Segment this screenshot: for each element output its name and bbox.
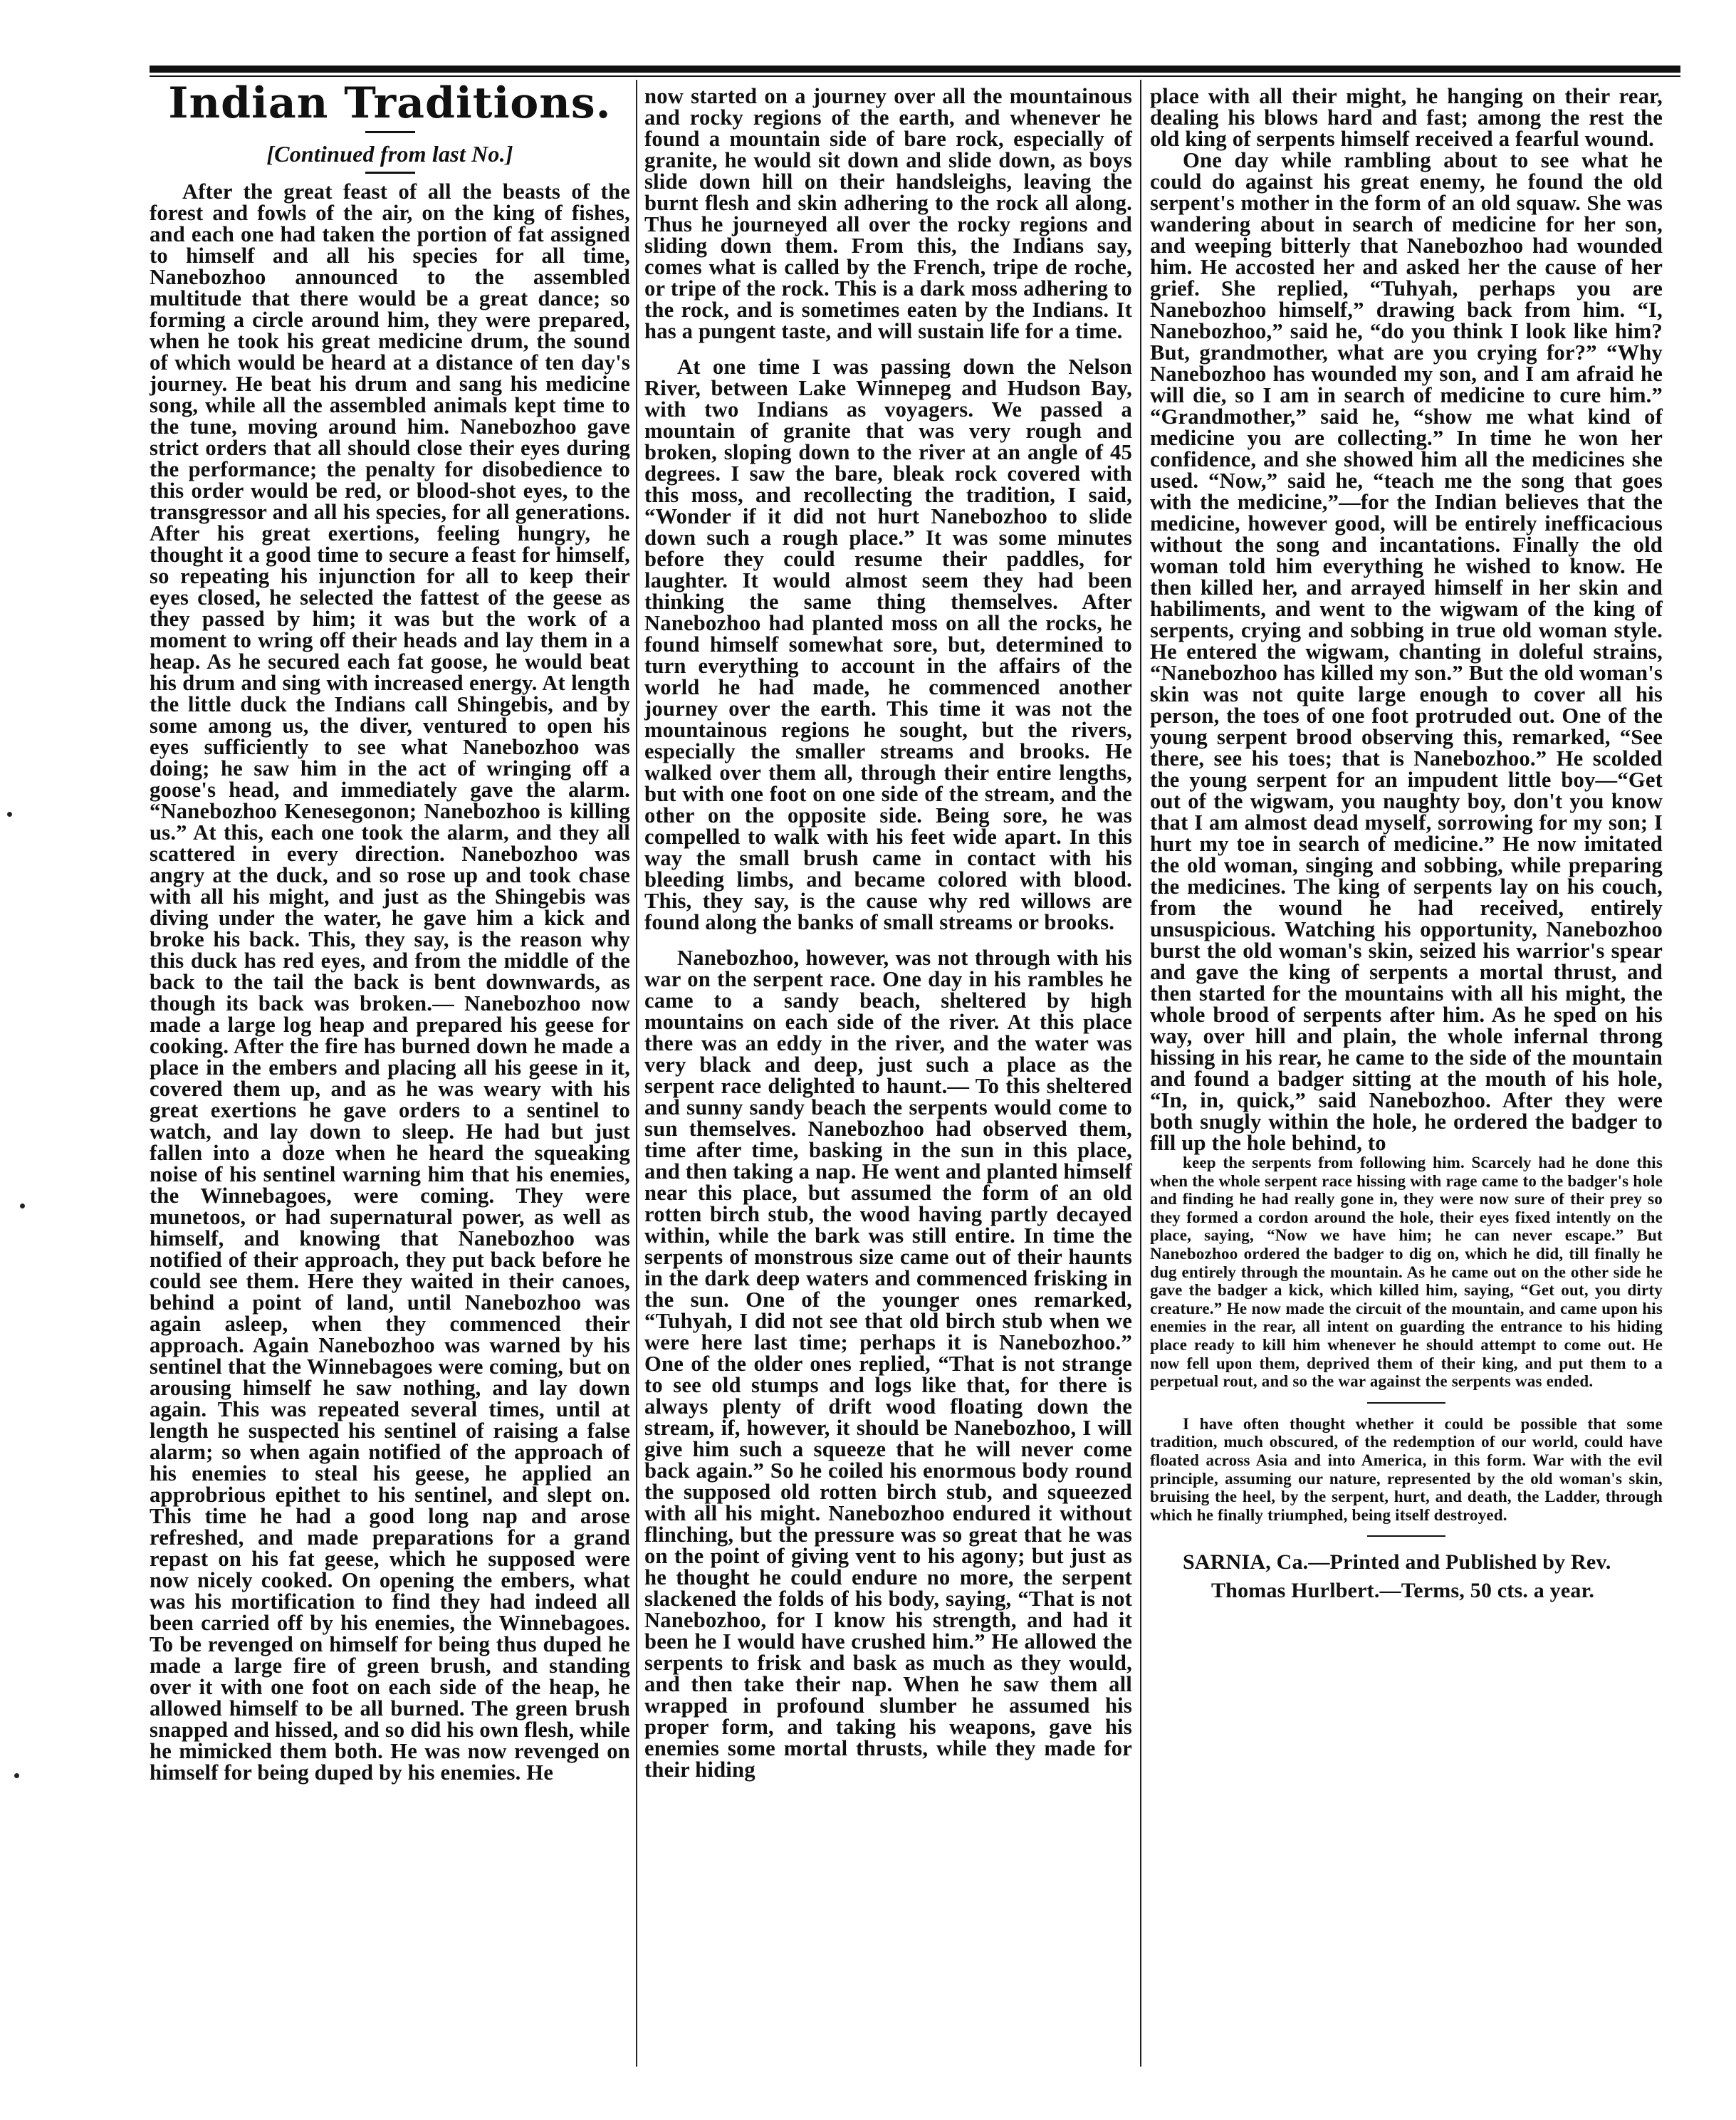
column-2 bbox=[644, 85, 1132, 1780]
column-rule-1 bbox=[636, 80, 637, 2067]
column-1 bbox=[150, 78, 630, 1785]
paragraph: After the great feast of all the beasts of the forest and fowls of the air, on the king of fishes, and each one had taken the portion of fat assigned to himself and all his species for all time, Nanebozhoo announced to the assembled multitude that there would be a great dance; so forming a circle around him, they were prepared, when he took his great medicine drum, the sound of which would be heard at a distance of ten day's journey. He beat his drum and sang his medicine song, while all the assembled animals kept time to the tune, moving around him. Nanebozhoo gave strict orders that all should close their eyes during the performance; the penalty for disobedience to this order would be red, or blood-shot eyes, to the transgressor and all his species, for all generations. After his great exertions, feeling hungry, he thought it a good time to secure a feast for himself, so repeating his injunction for all to keep their eyes closed, he selected the fattest of the geese as they passed by him; it was but the work of a moment to wring off their heads and lay them in a heap. As he secured each fat goose, he would beat his drum and sing with increased energy. At length the little duck the Indians call Shingebis, and by some among us, the diver, ventured to open his eyes sufficiently to see what Nanebozhoo was doing; he saw him in the act of wringing off a goose's head, and immediately gave the alarm. “Nanebozhoo Kenesegonon; Nanebozhoo is killing us.” At this, each one took the alarm, and they all scattered in every direction. Nanebozhoo was angry at the duck, and so rose up and took chase with all his might, and just as the Shingebis was diving under the water, he gave him a kick and broke his back. This, they say, is the reason why this duck has red eyes, and from the middle of the back to the tail the back is bent downwards, as though its back was broken.— Nanebozhoo now made a large log heap and prepared his geese for cooking. After the fire has burned down he made a place in the embers and placing all his geese in it, covered them up, and as he was weary with his great exertions he gave orders to a sentinel to watch, and lay down to sleep. He had but just fallen into a doze when he heard the squeaking noise of his sentinel warning him that his enemies, the Winnebagoes, were coming. They were munetoos, or had supernatural power, as well as himself, and knowing that Nanebozhoo was notified of their approach, they put back before he could see them. Here they waited in their canoes, behind a point of land, until Nanebozhoo was again asleep, when they commenced their approach. Again Nanebozhoo was warned by his sentinel that the Winnebagoes were coming, but on arousing himself he saw nothing, and lay down again. This was repeated several times, until at length he suspected his sentinel of raising a false alarm; so when again notified of the approach of his enemies to steal his geese, he applied an approbrious epithet to his sentinel, and slept on. This time he had a good long nap and arose refreshed, and made preparations for a grand repast on his fat geese, which he supposed were now nicely cooked. On opening the embers, what was his mortification to find they had indeed all been carried off by his enemies, the Winnebagoes. To be revenged on himself for being thus duped he made a large fire of green brush, and standing over it with one foot on each side of the heap, he allowed himself to be all burned. The green brush snapped and hissed, and so did his own flesh, while he mimicked them both. He was now revenged on himself for being duped by his enemies. He bbox=[150, 179, 630, 1785]
title-rule bbox=[365, 131, 415, 133]
scan-speck bbox=[7, 812, 12, 817]
column-rule-2 bbox=[1140, 80, 1141, 2067]
scan-speck bbox=[14, 1773, 19, 1778]
paragraph: Nanebozhoo, however, was not through with his war on the serpent race. One day in his rambles he came to a sandy beach, sheltered by high mountains on each side of the river. At this place there was an eddy in the river, and the water was very black and deep, just such a place as the serpent race delighted to haunt.— To this sheltered and sunny sandy beach the serpents would come to sun themselves. Nanebozhoo had observed them, time after time, basking in the sun in this place, and then taking a nap. He went and planted himself near this place, but assumed the form of an old rotten birch stub, the wood having partly decayed within, while the bark was still entire. In time the serpents of monstrous size came out of their haunts in the dark deep waters and commenced frisking in the sun. One of the younger ones remarked, “Tuhyah, I did not see that old birch stub when we were here last time; perhaps it is Nanebozhoo.” One of the older ones replied, “That is not strange to see old stumps and logs like that, for there is always plenty of drift wood floating down the stream, if, however, it should be Nanebozhoo, I will give him such a squeeze that he will never come back again.” So he coiled his enormous body round the supposed old rotten birch stub, and squeezed with all his might. Nanebozhoo endured it without flinching, but the pressure was so great that he was on the point of giving vent to his agony; but just as he thought he could endure no more, the serpent slackened the folds of his body, saying, “That is not Nanebozhoo, for I know his strength, and had it been he I would have crushed him.” He allowed the serpents to frisk and bask as much as they would, and then take their nap. When he saw them all wrapped in profound slumber he assumed his proper form, and taking his weapons, gave his enemies some mortal thrusts, while they made for their hiding bbox=[644, 946, 1132, 1782]
continued-note: [Continued from last No.] bbox=[266, 141, 513, 167]
top-rule-thin bbox=[150, 75, 1680, 77]
continued-rule bbox=[365, 172, 415, 174]
section-separator bbox=[1367, 1402, 1445, 1404]
column-3 bbox=[1150, 85, 1663, 1605]
imprint bbox=[1150, 1548, 1663, 1605]
paragraph: place with all their might, he hanging on their rear, dealing his blows hard and fast; among the rest the old king of serpents himself received a fearful wound. bbox=[1150, 84, 1663, 151]
paragraph: now started on a journey over all the mountainous and rocky regions of the earth, and whenever he found a mountain side of bare rock, especially of granite, he would sit down and slide down, as boys slide down hill on their handsleighs, leaving the burnt flesh and skin adhering to the rock all along. Thus he journeyed all over the rocky regions and sliding down them. From this, the Indians say, comes what is called by the French, tripe de roche, or tripe of the rock. This is a dark moss adhering to the rock, and is sometimes eaten by the Indians. It has a pungent taste, and will sustain life for a time. bbox=[644, 84, 1132, 343]
imprint-line-1: SARNIA, Ca.—Printed and Published by Rev. bbox=[1183, 1550, 1611, 1575]
paragraph: At one time I was passing down the Nelson River, between Lake Winnepeg and Hudson Bay, with two Indians as voyagers. We passed a mountain of granite that was very rough and broken, sloping down to the river at an angle of 45 degrees. I saw the bare, bleak rock covered with this moss, and recollecting the tradition, I said, “Wonder if it did not hurt Nanebozhoo to slide down such a rough place.” It was some minutes before they could resume their paddles, for laughter. It would almost seem they had been thinking the same thing themselves. After Nanebozhoo had planted moss on all the rocks, he found himself somewhat sore, but, determined to turn everything to account in the affairs of the world he had made, he commenced another journey over the earth. This time it was not the mountainous regions he sought, but the rivers, especially the smaller streams and brooks. He walked over them all, through their entire lengths, but with one foot on one side of the stream, and the other on the opposite side. Being sore, he was compelled to walk with his feet wide apart. In this way the small brush came in contact with his bleeding limbs, and became colored with blood. This, they say, is the cause why red willows are found along the banks of small streams or brooks. bbox=[644, 355, 1132, 934]
paragraph: I have often thought whether it could be possible that some tradition, much obscured, of the redemption of our world, could have floated across Asia and into America, in this form. War with the evil principle, assuming our nature, represented by the old woman's skin, bruising the heel, by the serpent, hurt, and death, the Ladder, through which he finally triumphed, being itself destroyed. bbox=[1150, 1414, 1663, 1524]
section-separator bbox=[1367, 1535, 1445, 1537]
paragraph: One day while rambling about to see what he could do against his great enemy, he found the old serpent's mother in the form of an old squaw. She was wandering about in search of medicine for her son, and weeping bitterly that Nanebozhoo had wounded him. He accosted her and asked her the cause of her grief. She replied, “Tuhyah, perhaps you are Nanebozhoo himself,” drawing back from him. “I, Nanebozhoo,” said he, “do you think I look like him? But, grandmother, what are you crying for?” “Why Nanebozhoo has wounded my son, and I am afraid he will die, so I am in search of medicine to cure him.” “Grandmother,” said he, “show me what kind of medicine you are collecting.” In time he won her confidence, and she showed him all the medicines she used. “Now,” said he, “teach me the song that goes with the medicine,”—for the Indian believes that the medicine, however good, will be entirely inefficacious without the song and incantations. Finally the old woman told him everything he wished to know. He then killed her, and arrayed himself in her skin and habiliments, and went to the wigwam of the king of serpents, crying and sobbing in true old woman style. He entered the wigwam, chanting in doleful strains, “Nanebozhoo has killed my son.” But the old woman's skin was not quite large enough to cover all his person, the toes of one foot protruded out. One of the young serpent brood observing this, remarked, “See there, see his toes; that is Nanebozhoo.” He scolded the young serpent for an impudent little boy—“Get out of the wigwam, you naughty boy, don't you know that I am almost dead myself, sorrowing for my son; I hurt my toe in search of medicine.” He now imitated the old woman, singing and sobbing, while preparing the medicines. The king of serpents lay on his couch, from the wound he had received, entirely unsuspicious. Watching his opportunity, Nanebozhoo burst the old woman's skin, seized his warrior's spear and gave the king of serpents a mortal thrust, and then started for the mountains with all his might, the whole brood of serpents after him. As he sped on his way, over hill and plain, the whole infernal throng hissing in his rear, he came to the side of the mountain and found a badger sitting at the mouth of his hole, “In, in, quick,” said Nanebozhoo. After they were both snugly within the hole, he ordered the badger to fill up the hole behind, to bbox=[1150, 148, 1663, 1155]
top-rule bbox=[150, 66, 1680, 73]
article-title: Indian Traditions. bbox=[168, 78, 612, 128]
imprint-line-2: Thomas Hurlbert.—Terms, 50 cts. a year. bbox=[1211, 1579, 1595, 1603]
paragraph: keep the serpents from following him. Scarcely had he done this when the whole serpent race hissing with rage came to the badger's hole and finding he had really gone in, they were now sure of their prey so they formed a cordon around the hole, their eyes fixed intently on the place, saying, “Now we have him; he can never escape.” But Nanebozhoo ordered the badger to dig on, which he did, till finally he dug entirely through the mountain. As he came out on the other side he gave the badger a kick, which killed him, saying, “Get out, you dirty creature.” He now made the circuit of the mountain, and came upon his enemies in the rear, all intent on guarding the entrance to his hiding place ready to kill him whenever he should attempt to come out. He now fell upon them, deprived them of their king, and put them to a perpetual rout, and so the war against the serpents was ended. bbox=[1150, 1154, 1663, 1391]
scan-speck bbox=[20, 1203, 25, 1208]
